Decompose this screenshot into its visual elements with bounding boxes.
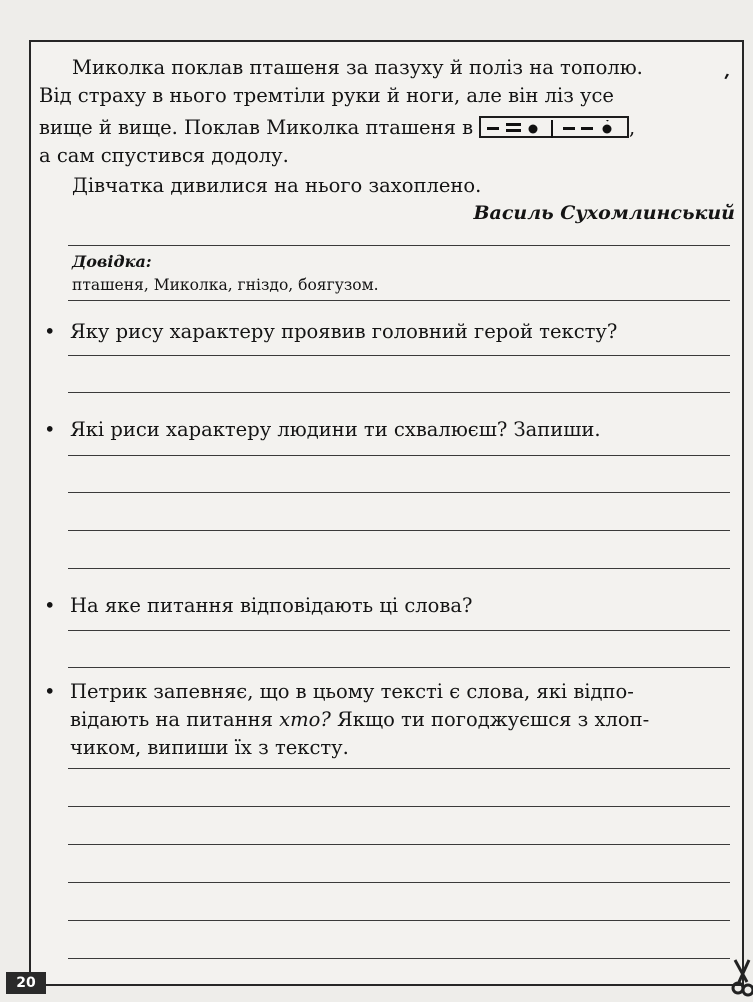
story-line-3-end: , [629,116,636,139]
page-number: 20 [6,972,46,994]
question-4-line-2-a: відають на питання [70,708,280,731]
question-4-line-3: чиком, випиши їх з тексту. [70,736,349,759]
story-line-5: Дівчатка дивилися на нього захоплено. [72,174,482,197]
answer-line[interactable] [68,568,730,569]
answer-line[interactable] [68,958,730,959]
bullet-icon: • [44,320,56,343]
answer-line[interactable] [68,492,730,493]
writing-line [68,300,730,301]
question-4-line-2-b: Якщо ти погоджуєшся з хлоп- [330,708,650,731]
scissors-icon [731,958,753,1002]
story-line-2 [39,70,739,110]
answer-line[interactable] [68,630,730,631]
bullet-icon: • [44,594,56,617]
reference-words: пташеня, Миколка, гніздо, боягузом. [72,276,379,294]
stress-mark-icon: ʹ [717,70,732,98]
answer-line[interactable] [68,355,730,356]
answer-line[interactable] [68,806,730,807]
answer-line[interactable] [68,920,730,921]
story-line-1: Миколка поклав пташеня за пазуху й поліз на тополю. [72,56,643,79]
story-author: Василь Сухомлинський [473,202,735,224]
question-3-text: На яке питання відповідають ці слова? [70,594,473,617]
question-2-text: Які риси характеру людини ти схвалюєш? Запиши. [70,418,601,441]
question-4-line-2-em: хто? [279,708,331,731]
word-scheme-icon [479,116,629,138]
reference-title: Довідка: [72,252,152,271]
answer-line[interactable] [68,455,730,456]
question-1-text: Яку рису характеру проявив головний герой тексту? [70,320,618,343]
question-3 [44,592,472,620]
question-4-line-1: Петрик запевняє, що в цьому тексті є слова, які відпо- [70,680,634,703]
question-2 [44,416,601,444]
story-line-3-text: вище й вище. Поклав Миколка пташеня в [39,116,474,139]
bullet-icon: • [44,680,56,703]
story-line-4: а сам спустився додолу. [39,144,289,167]
answer-line[interactable] [68,667,730,668]
question-4-line-2 [70,706,649,734]
answer-line[interactable] [68,882,730,883]
answer-line[interactable] [68,768,730,769]
question-1 [44,318,617,346]
answer-line[interactable] [68,530,730,531]
story-line-3 [39,114,739,142]
writing-line [68,245,730,246]
answer-line[interactable] [68,392,730,393]
bullet-icon: • [44,418,56,441]
story-line-2-text: Від страху в нього тремтіли руки й ноги, але він ліз усе [39,84,614,107]
answer-line[interactable] [68,844,730,845]
